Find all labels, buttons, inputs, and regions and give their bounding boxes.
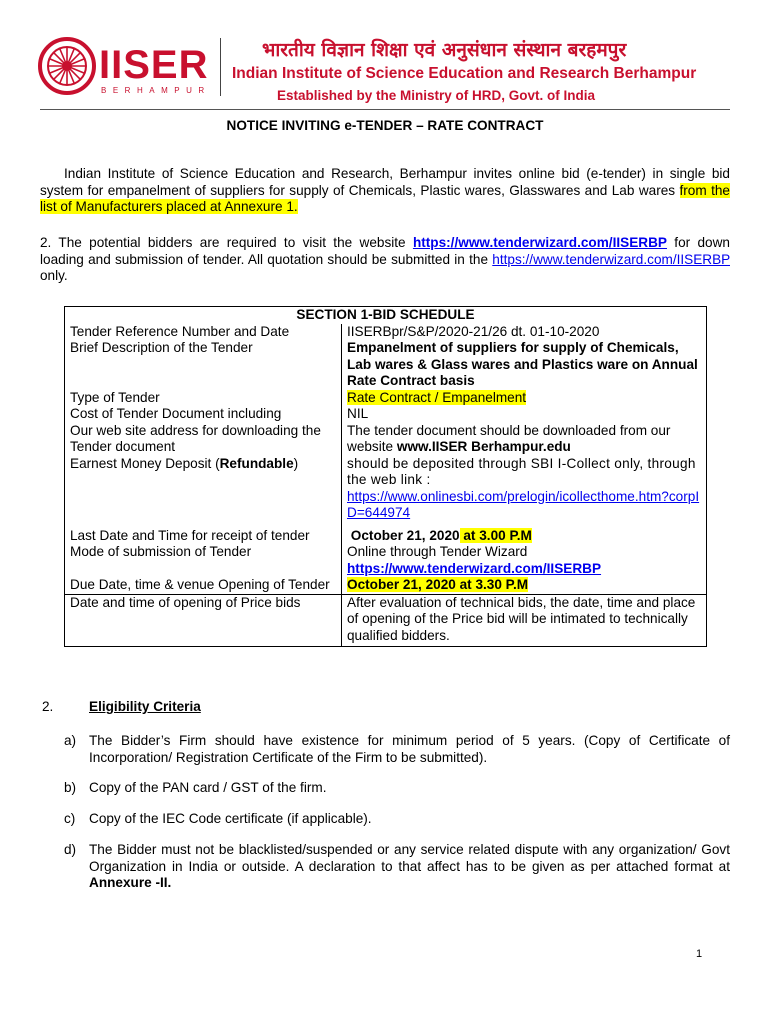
header-divider xyxy=(220,38,221,96)
criterion-text: The Bidder’s Firm should have existence for minimum period of 5 years. (Copy of Certificate of Incorporation/ Registration Certificate of the Firm to be submitted). xyxy=(89,733,730,765)
established-line: Established by the Ministry of HRD, Govt. of India xyxy=(277,88,596,103)
last-date-label: Last Date and Time for receipt of tender xyxy=(65,528,342,545)
svg-text:BERHAMPUR: BERHAMPUR xyxy=(101,86,211,95)
institute-name-hindi: भारतीय विज्ञान शिक्षा एवं अनुसंधान संस्थान बरहमपुर xyxy=(262,39,627,61)
web-value: The tender document should be downloaded from our website xyxy=(347,422,671,454)
bid-schedule-table xyxy=(64,306,707,647)
svg-text:IISER: IISER xyxy=(99,43,209,87)
website-text-b: for down loading and submission of tender. All quotation should be submitted in the xyxy=(40,235,730,267)
cost-label: Cost of Tender Document including xyxy=(65,406,342,423)
criterion-text: The Bidder must not be blacklisted/suspended or any service related dispute with any organization/ Govt Organization in India or outside. A declaration to that affect has to be given as per attached format at xyxy=(89,842,730,874)
website-paragraph xyxy=(40,235,730,285)
price-value: After evaluation of technical bids, the date, time and place of opening of the Price bid will be intimated to technically qualified bidders. xyxy=(342,594,707,647)
eligibility-number: 2. xyxy=(42,699,54,714)
web-value-address: www.IISER Berhampur.edu xyxy=(396,439,571,454)
desc-value: Empanelment of suppliers for supply of Chemicals, Lab wares & Glass wares and Plastics ware on Annual Rate Contract basis xyxy=(342,340,707,390)
notice-title: NOTICE INVITING e-TENDER – RATE CONTRACT xyxy=(226,118,544,133)
ref-value: IISERBpr/S&P/2020-21/26 dt. 01-10-2020 xyxy=(342,324,707,341)
emd-label-refundable: Refundable xyxy=(219,455,294,471)
institute-name-english: Indian Institute of Science Education and Research Berhampur xyxy=(232,65,697,82)
tenderwizard-link[interactable]: https://www.tenderwizard.com/IISERBP xyxy=(492,251,730,267)
intro-paragraph xyxy=(40,166,730,216)
criterion-a xyxy=(64,733,730,766)
cost-value: NIL xyxy=(342,406,707,423)
page-number: 1 xyxy=(696,948,703,960)
criterion-label: c) xyxy=(64,811,76,826)
website-text-c: only. xyxy=(40,268,68,283)
desc-label: Brief Description of the Tender xyxy=(65,340,342,390)
due-label: Due Date, time & venue Opening of Tender xyxy=(65,577,342,594)
criterion-text: Copy of the PAN card / GST of the firm. xyxy=(89,780,327,795)
header-rule xyxy=(40,109,730,110)
mode-link[interactable]: https://www.tenderwizard.com/IISERBP xyxy=(347,560,602,576)
emd-value: should be deposited through SBI I-Collect only, through the web link : xyxy=(347,455,696,487)
mode-label: Mode of submission of Tender xyxy=(65,544,342,577)
criterion-label: a) xyxy=(64,733,77,748)
ref-label: Tender Reference Number and Date xyxy=(65,324,342,341)
last-date-value: October 21, 2020 xyxy=(350,527,460,543)
iiser-logo xyxy=(37,34,217,98)
wheel-emblem-icon xyxy=(40,39,94,93)
due-value: October 21, 2020 at 3.30 P.M xyxy=(347,577,529,592)
emd-label-b: ) xyxy=(293,455,299,471)
criterion-c xyxy=(64,811,730,828)
criterion-text: Copy of the IEC Code certificate (if applicable). xyxy=(89,811,372,826)
type-value: Rate Contract / Empanelment xyxy=(347,389,527,405)
sbi-collect-link[interactable]: https://www.onlinesbi.com/prelogin/icollecthome.htm?corpID=644974 xyxy=(347,488,700,520)
annexure-highlight: from the list of Manufacturers placed at Annexure 1. xyxy=(40,182,730,214)
last-time-value: at 3.00 P.M xyxy=(459,527,532,543)
intro-text: Indian Institute of Science Education and Research, Berhampur invites online bid (e-tender) in single bid system for empanelment of suppliers for supply of Chemicals, Plastic wares, Glasswares and Lab wares xyxy=(40,166,730,198)
price-label: Date and time of opening of Price bids xyxy=(65,594,342,647)
tenderwizard-link-bold[interactable]: https://www.tenderwizard.com/IISERBP xyxy=(412,235,667,250)
criterion-d xyxy=(64,842,730,892)
criterion-b xyxy=(64,780,730,797)
bid-schedule-heading: SECTION 1-BID SCHEDULE xyxy=(65,307,707,324)
type-label: Type of Tender xyxy=(65,390,342,407)
emd-label-a: Earnest Money Deposit ( xyxy=(70,455,220,471)
criterion-label: b) xyxy=(64,780,77,795)
criterion-label: d) xyxy=(64,842,77,857)
website-text-a: 2. The potential bidders are required to visit the website xyxy=(40,235,413,250)
annexure-ii: Annexure -II. xyxy=(89,875,172,890)
eligibility-title: Eligibility Criteria xyxy=(89,699,201,714)
web-label: Our web site address for downloading the Tender document xyxy=(65,423,342,456)
mode-value: Online through Tender Wizard xyxy=(347,544,528,559)
